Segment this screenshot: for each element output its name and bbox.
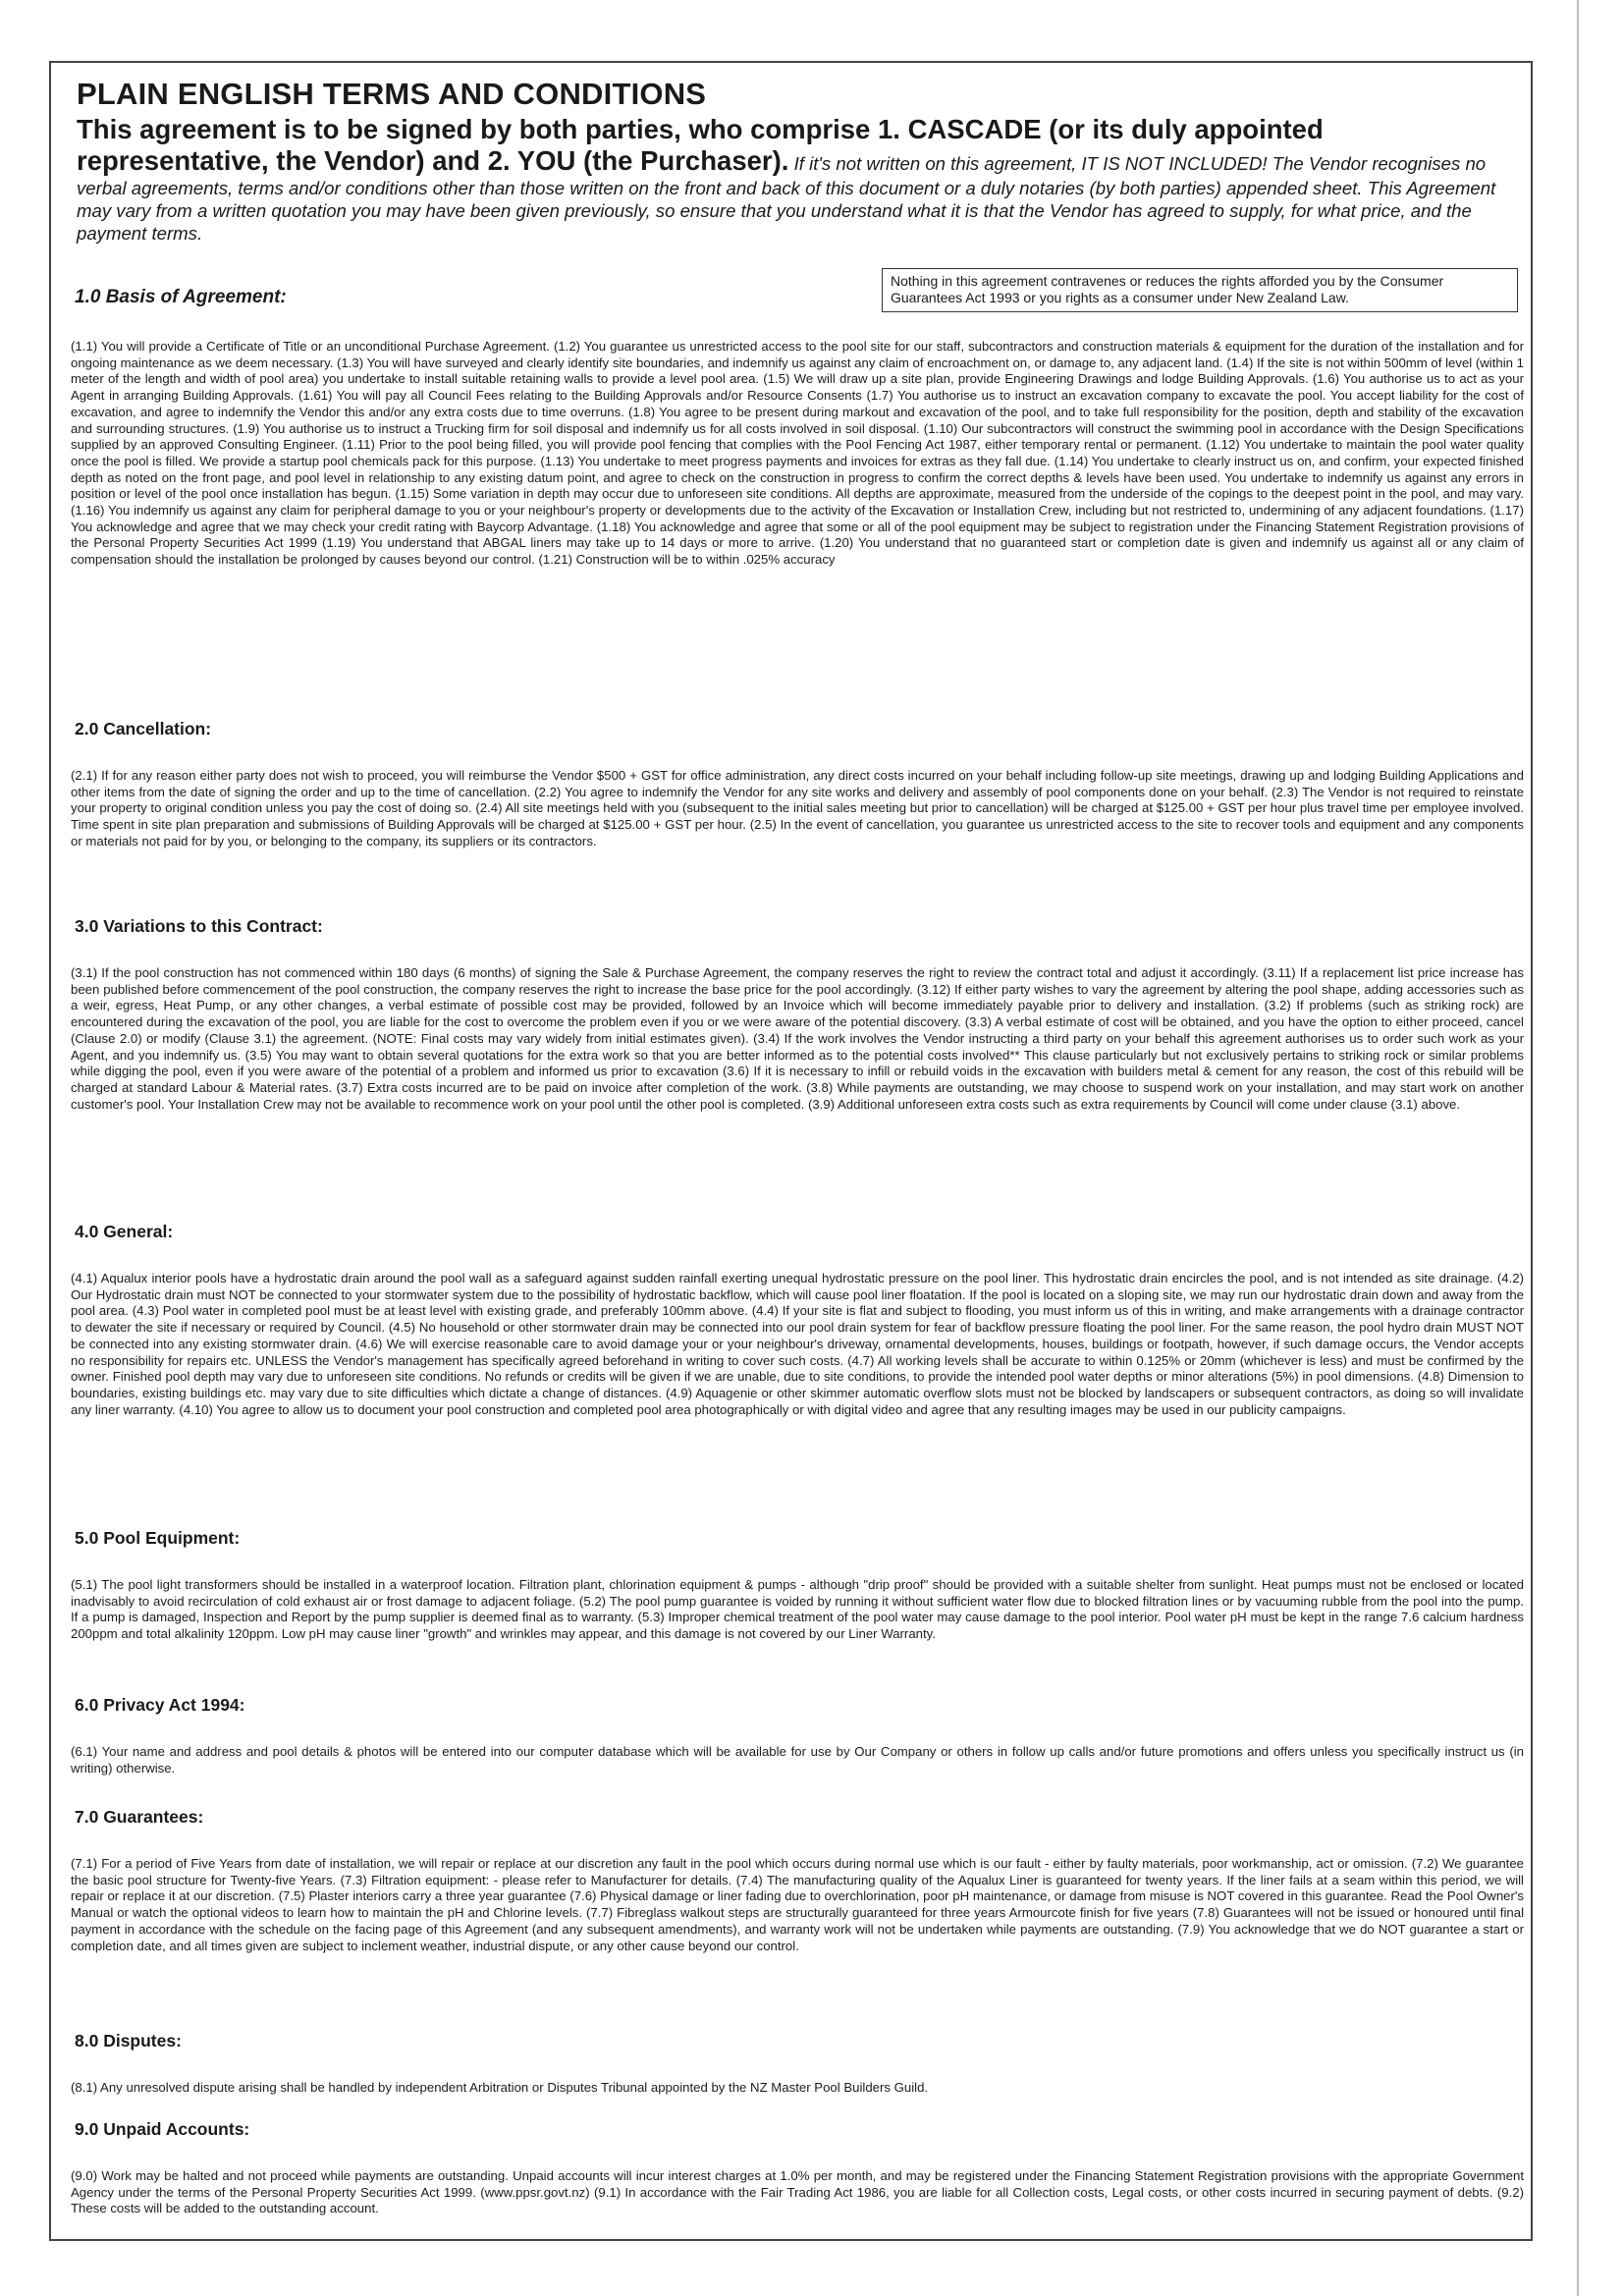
section-heading-pool-equipment: 5.0 Pool Equipment: bbox=[75, 1528, 241, 1548]
section-heading-unpaid-accounts: 9.0 Unpaid Accounts: bbox=[75, 2119, 250, 2139]
section-heading-variations: 3.0 Variations to this Contract: bbox=[75, 916, 323, 936]
section-text-guarantees: (7.1) For a period of Five Years from date of installation, we will repair or replace at our discretion any fault in the pool which occurs during normal use which is our fault - either by faulty materials, poor workmanship, act or omission. (7.2) We guarantee the basic pool structure for Twenty-five Years. (7.3) Filtration equipment: - please refer to Manufacturer for details. (7.4) The manufacturing quality of the Aqualux Liner is guaranteed for twenty years. If the liner fails at a seam within this period, we will repair or replace it at our discretion. (7.5) Plaster interiors carry a three year guarantee (7.6) Physical damage or liner fading due to overchlorination, poor pH maintenance, or damage from misuse is NOT covered in this guarantee. Read the Pool Owner's Manual or watch the optional videos to learn how to maintain the pH and Chlorine levels. (7.7) Fibreglass walkout steps are structurally guaranteed for three years Armourcote finish for five years (7.8) Guarantees will not be issued or honoured until final payment in accordance with the schedule on the facing page of this Agreement (and any subsequent amendments), and warranty work will not be undertaken while payments are outstanding. (7.9) You acknowledge that we do NOT guarantee a start or completion date, and all times given are subject to inclement weather, industrial dispute, or any other cause beyond our control. bbox=[71, 1856, 1524, 1953]
section-heading-cancellation: 2.0 Cancellation: bbox=[75, 719, 212, 738]
section-heading-basis: 1.0 Basis of Agreement: bbox=[75, 287, 287, 307]
section-heading-privacy: 6.0 Privacy Act 1994: bbox=[75, 1695, 245, 1715]
section-text-unpaid-accounts: (9.0) Work may be halted and not proceed while payments are outstanding. Unpaid accounts will incur interest charges at 1.0% per month, and may be registered under the Financing Statement Registration provisions with the appropriate Government Agency under the terms of the Personal Property Securities Act 1999. (www.ppsr.govt.nz) (9.1) In accordance with the Fair Trading Act 1986, you are liable for all Collection costs, Legal costs, or other costs incurred in securing payment of debts. (9.2) These costs will be added to the outstanding account. bbox=[71, 2168, 1524, 2216]
section-heading-general: 4.0 General: bbox=[75, 1222, 174, 1241]
section-text-variations: (3.1) If the pool construction has not commenced within 180 days (6 months) of signing the Sale & Purchase Agreement, the company reserves the right to review the contract total and adjust it accordingly. (3.11) If a replacement list price increase has been published before commencement of the pool construction, the company reserves the right to increase the base price for the pool accordingly. (3.12) If either party wishes to vary the agreement by altering the pool shape, adding accessories such as a weir, egress, Heat Pump, or any other changes, a verbal estimate of possible cost may be provided, followed by an Invoice which will become immediately payable prior to delivery and installation. (3.2) If problems (such as striking rock) are encountered during the excavation of the pool, you are liable for the cost to overcome the problem even if you or we were aware of the potential discovery. (3.3) A verbal estimate of cost will be obtained, and you have the option to either proceed, cancel (Clause 2.0) or modify (Clause 3.1) the agreement. (NOTE: Final costs may vary widely from initial estimates given). (3.4) If the work involves the Vendor instructing a third party on your behalf this agreement authorises us to order such work as your Agent, and you indemnify us. (3.5) You may want to obtain several quotations for the extra work so that you are better informed as to the potential costs involved** This clause particularly but not exclusively pertains to striking rock or similar problems while digging the pool, even if you were aware of the potential of a problem and informed us prior to excavation (3.6) If it is necessary to infill or rebuild voids in the excavation with builders metal & cement for any reason, the cost of this rebuild will be charged at standard Labour & Material rates. (3.7) Extra costs incurred are to be paid on invoice after completion of the work. (3.8) While payments are outstanding, we may choose to suspend work on your installation, and may start work on another customer's pool. Your Installation Crew may not be available to recommence work on your pool until the other pool is completed. (3.9) Additional unforeseen extra costs such as extra requirements by Council will come under clause (3.1) above. bbox=[71, 965, 1524, 1112]
section-heading-guarantees: 7.0 Guarantees: bbox=[75, 1807, 204, 1827]
intro-italic-text: If it's not written on this agreement, IT IS NOT INCLUDED! The Vendor recognises no verbal agreements, terms and/or conditions other than those written on the front and back of this document or a duly notaries (by both parties) appended sheet. This Agreement may vary from a written quotation you may have been given previously, so ensure that you understand what it is that the Vendor has agreed to supply, for what price, and the payment terms. bbox=[77, 153, 1496, 244]
document-title: PLAIN ENGLISH TERMS AND CONDITIONS bbox=[77, 77, 707, 111]
intro-bold-lead: This agreement is to be signed by both parties, who comprise 1. CASCADE (or its duly appointed representative, the Vendor) and 2. YOU (the Purchaser). bbox=[77, 114, 1324, 176]
section-text-privacy: (6.1) Your name and address and pool details & photos will be entered into our computer database which will be available for use by Our Company or others in follow up calls and/or future promotions and offers unless you specifically instruct us (in writing) otherwise. bbox=[71, 1744, 1524, 1776]
consumer-guarantees-notice: Nothing in this agreement contravenes or reduces the rights afforded you by the Consumer Guarantees Act 1993 or you rights as a consumer under New Zealand Law. bbox=[882, 268, 1518, 312]
page-edge-line bbox=[1577, 0, 1579, 2296]
section-text-basis: (1.1) You will provide a Certificate of Title or an unconditional Purchase Agreement. (1.2) You guarantee us unrestricted access to the pool site for our staff, subcontractors and construction materials & equipment for the duration of the installation and for ongoing maintenance as we deem necessary. (1.3) You will have surveyed and clearly identify site boundaries, and indemnify us against any claim of encroachment on, or damage to, any adjacent land. (1.4) If the site is not within 500mm of level (within 1 meter of the length and width of pool area) you undertake to install suitable retaining walls to provide a level pool area. (1.5) We will draw up a site plan, provide Engineering Drawings and lodge Building Approvals. (1.6) You authorise us to act as your Agent in arranging Building Approvals. (1.61) You will pay all Council Fees relating to the Building Approvals and/or Resource Consents (1.7) You authorise us to instruct an excavation company to excavate the pool. You accept liability for the cost of excavation, and agree to indemnify the Vendor this and/or any extra costs due to time overruns. (1.8) You agree to be present during markout and excavation of the pool, and to take full responsibility for the position, depth and stability of the excavation and surrounding structures. (1.9) You authorise us to instruct a Trucking firm for soil disposal and indemnify us for all costs involved in soil disposal. (1.10) Our subcontractors will construct the swimming pool in accordance with the Design Specifications supplied by an approved Consulting Engineer. (1.11) Prior to the pool being filled, you will provide pool fencing that complies with the Pool Fencing Act 1987, either temporary rental or permanent. (1.12) You undertake to maintain the pool water quality once the pool is filled. We provide a startup pool chemicals pack for this purpose. (1.13) You undertake to meet progress payments and invoices for extras as they fall due. (1.14) You undertake to clearly instruct us on, and confirm, your expected finished depth as noted on the front page, and pool level in relationship to any existing datum point, and agree to check on the construction in progress to confirm the correct depths & levels have been used. You undertake to indemnify us against any errors in position or level of the pool once installation has begun. (1.15) Some variation in depth may occur due to unforeseen site conditions. All depths are approximate, measured from the underside of the copings to the deepest point in the pool, and may vary.(1.16) You indemnify us against any claim for peripheral damage to you or your neighbour's property or developments due to the activity of the Excavation or Installation Crew, including but not restricted to, undermining of any adjacent foundations. (1.17) You acknowledge and agree that we may check your credit rating with Baycorp Advantage. (1.18) You acknowledge and agree that some or all of the pool equipment may be subject to registration under the Financing Statement Registration provisions of the Personal Property Securities Act 1999 (1.19) You understand that ABGAL liners may take up to 14 days or more to arrive. (1.20) You understand that no guaranteed start or completion date is given and indemnify us against all or any claim of compensation should the installation be prolonged by causes beyond our control. (1.21) Construction will be to within .025% accuracy bbox=[71, 339, 1524, 568]
section-text-general: (4.1) Aqualux interior pools have a hydrostatic drain around the pool wall as a safeguard against sudden rainfall exerting unequal hydrostatic pressure on the pool liner. This hydrostatic drain encircles the pool, and is not intended as site drainage. (4.2) Our Hydrostatic drain must NOT be connected to your stormwater system due to the possibility of hydrostatic backflow, which will cause pool liner floatation. If the pool is located on a sloping site, we may run our hydrostatic drain down and away from the pool area. (4.3) Pool water in completed pool must be at least level with existing grade, and preferably 100mm above. (4.4) If your site is flat and subject to flooding, you must inform us of this in writing, and make arrangements with a drainage contractor to dewater the site if necessary or required by Council. (4.5) No household or other stormwater drain may be connected into our pool drain system for fear of backflow pressure floating the pool liner. For the same reason, the pool hydro drain MUST NOT be connected into any existing stormwater drain. (4.6) We will exercise reasonable care to avoid damage your or your neighbour's driveway, ornamental developments, houses, buildings or footpath, however, if such damage occurs, the Vendor accepts no responsibility for repairs etc. UNLESS the Vendor's management has specifically agreed beforehand in writing to cover such costs. (4.7) All working levels shall be accurate to within 0.125% or 20mm (whichever is less) and must be confirmed by the owner. Finished pool depth may vary due to unforeseen site conditions. No refunds or credits will be given if we are unable, due to site conditions, to provide the intended pool water depths or minor alterations (5%) in pool dimensions. (4.8) Dimension to boundaries, existing buildings etc. may vary due to site difficulties which dictate a change of distances. (4.9) Aquagenie or other skimmer automatic overflow slots must not be blocked by landscapers or subsequent contractors, as doing so will invalidate any liner warranty. (4.10) You agree to allow us to document your pool construction and completed pool area photographically or with digital video and agree that any resulting images may be used in our publicity campaigns. bbox=[71, 1271, 1524, 1417]
section-heading-disputes: 8.0 Disputes: bbox=[75, 2031, 182, 2050]
section-text-cancellation: (2.1) If for any reason either party does not wish to proceed, you will reimburse the Vendor $500 + GST for office administration, any direct costs incurred on your behalf including follow-up site meetings, drawing up and lodging Building Applications and other items from the date of signing the order and up to the time of cancellation. (2.2) You agree to indemnify the Vendor for any site works and delivery and assembly of pool components done on your behalf. (2.3) The Vendor is not required to reinstate your property to original condition unless you pay the cost of doing so. (2.4) All site meetings held with you (subsequent to the initial sales meeting but prior to cancellation) will be charged at $125.00 + GST per hour plus travel time per employee involved. Time spent in site plan preparation and submissions of Building Approvals will be charged at $125.00 + GST per hour. (2.5) In the event of cancellation, you guarantee us unrestricted access to the site to recover tools and equipment and any components or materials not paid for by you, or belonging to the company, its suppliers or its contractors. bbox=[71, 768, 1524, 848]
section-text-pool-equipment: (5.1) The pool light transformers should be installed in a waterproof location. Filtration plant, chlorination equipment & pumps - although "drip proof" should be provided with a suitable shelter from sunlight. Heat pumps must not be enclosed or located inadvisably to avoid recirculation of cold exhaust air or frost damage to adjacent foliage. (5.2) The pool pump guarantee is voided by running it without sufficient water flow due to blocked filtration lines or by vacuuming rubble from the pool into the pump. If a pump is damaged, Inspection and Report by the pump supplier is deemed final as to warranty. (5.3) Improper chemical treatment of the pool water may cause damage to the pool interior. Pool water pH must be kept in the range 7.6 calcium hardness 200ppm and total alkalinity 120ppm. Low pH may cause liner "growth" and wrinkles may appear, and this damage is not covered by our Liner Warranty. bbox=[71, 1577, 1524, 1642]
section-text-disputes: (8.1) Any unresolved dispute arising shall be handled by independent Arbitration or Disputes Tribunal appointed by the NZ Master Pool Builders Guild. bbox=[71, 2080, 929, 2095]
intro-paragraph bbox=[77, 114, 1520, 245]
